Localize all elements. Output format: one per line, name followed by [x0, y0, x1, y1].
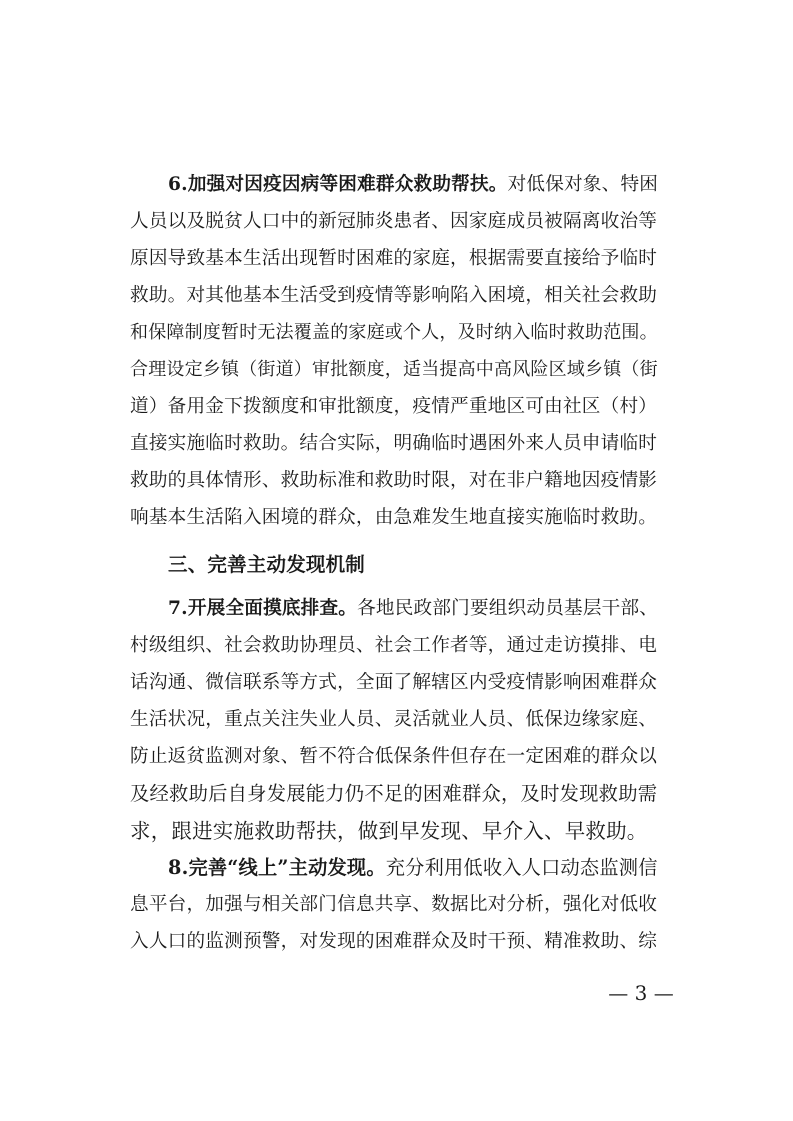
paragraph-7-line-7: 求，跟进实施救助帮扶，做到早发现、早介入、早救助。 [130, 819, 648, 843]
paragraph-6-line-4: 救助。对其他基本生活受到疫情等影响陷入困境，相关社会救助 [130, 285, 658, 306]
paragraph-8-line-1 [168, 853, 660, 883]
paragraph-7-line-1 [168, 594, 660, 624]
paragraph-6-line-1-text: 对低保对象、特困 [507, 174, 659, 195]
paragraph-7-line-2: 村级组织、社会救助协理员、社会工作者等，通过走访摸排、电 [130, 635, 658, 656]
paragraph-6-title: 6.加强对因疫因病等困难群众救助帮扶。 [168, 174, 508, 195]
paragraph-6-line-8: 直接实施临时救助。结合实际，明确临时遇困外来人员申请临时 [130, 433, 658, 454]
paragraph-7-title: 7.开展全面摸底排查。 [168, 598, 358, 619]
paragraph-8-line-1-text: 充分利用低收入人口动态监测信 [385, 856, 658, 879]
paragraph-6-line-9: 救助的具体情形、救助标准和救助时限，对在非户籍地因疫情影 [130, 470, 658, 491]
page-number: — 3 — [608, 981, 674, 1005]
paragraph-7-line-4: 生活状况，重点关注失业人员、灵活就业人员、低保边缘家庭、 [130, 709, 658, 730]
paragraph-6-line-10: 响基本生活陷入困境的群众，由急难发生地直接实施临时救助。 [130, 507, 658, 528]
paragraph-6-line-5: 和保障制度暂时无法覆盖的家庭或个人，及时纳入临时救助范围。 [130, 322, 658, 343]
paragraph-7-line-1-text: 各地民政部门要组织动员基层干部、 [357, 598, 659, 619]
paragraph-8-line-3: 入人口的监测预警，对发现的困难群众及时干预、精准救助、综 [130, 931, 658, 952]
paragraph-8-line-2: 息平台，加强与相关部门信息共享、数据比对分析，强化对低收 [130, 894, 658, 915]
paragraph-7-line-3: 话沟通、微信联系等方式，全面了解辖区内受疫情影响困难群众 [130, 672, 658, 693]
paragraph-6-line-2: 人员以及脱贫人口中的新冠肺炎患者、因家庭成员被隔离收治等 [130, 211, 658, 232]
section-3-heading: 三、完善主动发现机制 [168, 553, 366, 576]
paragraph-7-line-5: 防止返贫监测对象、暂不符合低保条件但存在一定困难的群众以 [130, 746, 658, 767]
paragraph-6-line-1 [168, 170, 660, 200]
paragraph-7-line-6: 及经救助后自身发展能力仍不足的困难群众，及时发现救助需 [130, 782, 658, 805]
paragraph-6-line-6: 合理设定乡镇（街道）审批额度，适当提高中高风险区域乡镇（街 [130, 359, 658, 380]
paragraph-8-title: 8.完善“线上”主动发现。 [168, 856, 386, 879]
paragraph-6-line-3: 原因导致基本生活出现暂时困难的家庭，根据需要直接给予临时 [130, 248, 658, 269]
paragraph-6-line-7: 道）备用金下拨额度和审批额度，疫情严重地区可由社区（村） [130, 396, 658, 417]
